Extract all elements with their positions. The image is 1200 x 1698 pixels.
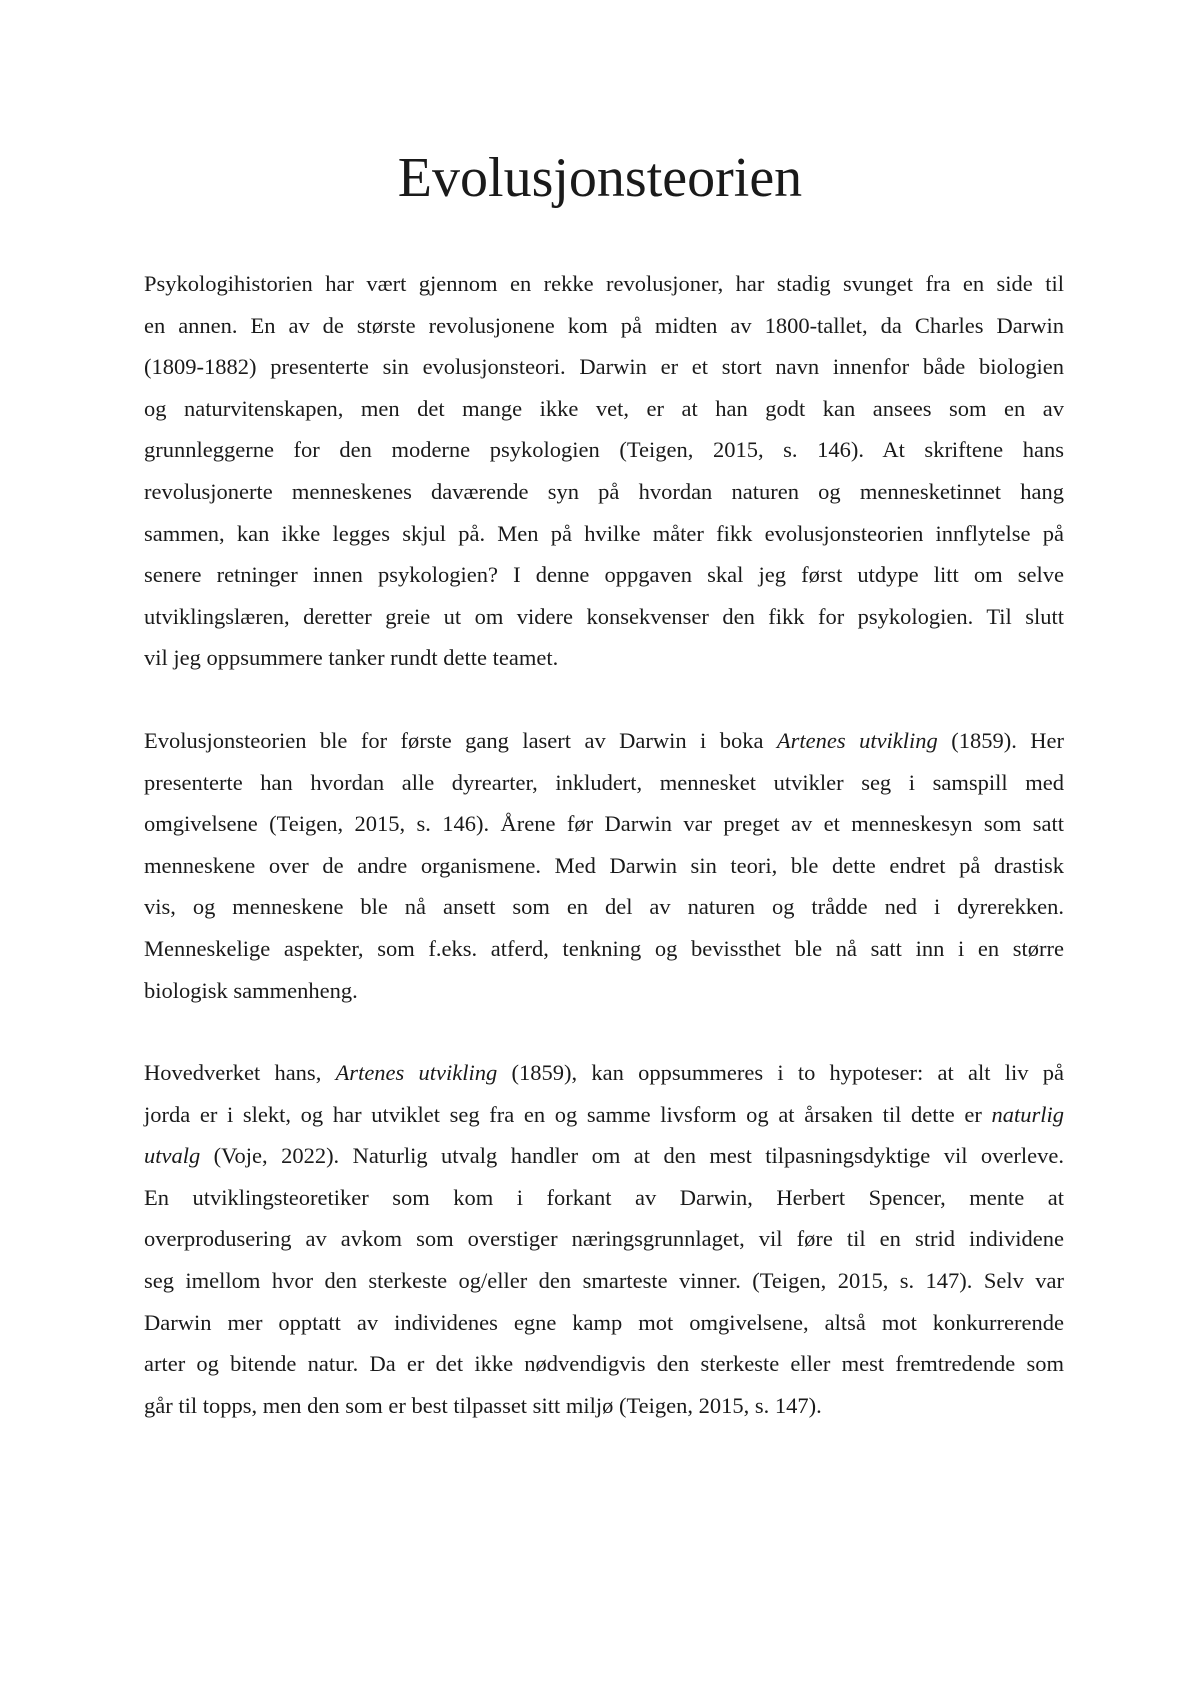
text-line [144, 928, 1064, 970]
text-line [144, 1343, 1064, 1385]
text-segment: presenterte han hvordan alle dyrearter, inkludert, mennesket utvikler seg i samspill med [144, 769, 1064, 795]
text-line [144, 305, 1064, 347]
document-body [144, 263, 1064, 1467]
paragraph [144, 263, 1064, 679]
text-line [144, 720, 1064, 762]
text-line [144, 263, 1064, 305]
text-line [144, 1218, 1064, 1260]
paragraph [144, 1052, 1064, 1426]
italic-title: Artenes utvikling [335, 1060, 498, 1086]
text-segment: Hovedverket hans, [144, 1060, 336, 1086]
text-segment: Menneskelige aspekter, som f.eks. atferd, tenkning og bevissthet ble nå satt inn i en større [144, 935, 1064, 961]
italic-title: utvalg [144, 1143, 201, 1169]
document-title: Evolusjonsteorien [397, 147, 803, 209]
text-line [144, 1302, 1064, 1344]
text-line [144, 429, 1064, 471]
text-line [144, 886, 1064, 928]
text-segment: biologisk sammenheng. [144, 977, 358, 1003]
italic-title: Artenes utvikling [776, 727, 938, 753]
text-line [144, 596, 1064, 638]
text-segment: (1859), kan oppsummeres i to hypoteser: at alt liv på [497, 1060, 1064, 1086]
text-segment: senere retninger innen psykologien? I denne oppgaven skal jeg først utdype litt om selve [144, 562, 1064, 588]
text-line [144, 388, 1064, 430]
text-segment: menneskene over de andre organismene. Med Darwin sin teori, ble dette endret på drastisk [144, 852, 1064, 878]
text-line [144, 1385, 1064, 1427]
text-segment: og naturvitenskapen, men det mange ikke vet, er at han godt kan ansees som en av [144, 395, 1064, 421]
text-segment: vis, og menneskene ble nå ansett som en del av naturen og trådde ned i dyrerekken. [144, 894, 1064, 920]
text-segment: En utviklingsteoretiker som kom i forkant av Darwin, Herbert Spencer, mente at [144, 1184, 1064, 1210]
text-line [144, 471, 1064, 513]
text-line [144, 970, 1064, 1012]
text-segment: grunnleggerne for den moderne psykologien (Teigen, 2015, s. 146). At skriftene hans [144, 437, 1064, 463]
text-segment: jorda er i slekt, og har utviklet seg fra en og samme livsform og at årsaken til dette er [144, 1101, 992, 1127]
text-segment: Evolusjonsteorien ble for første gang lasert av Darwin i boka [144, 727, 777, 753]
text-line [144, 513, 1064, 555]
text-line [144, 1094, 1064, 1136]
paragraph [144, 720, 1064, 1011]
text-segment: omgivelsene (Teigen, 2015, s. 146). Årene før Darwin var preget av et menneskesyn som satt [144, 811, 1064, 837]
italic-title: naturlig [991, 1101, 1064, 1127]
text-segment: (1809-1882) presenterte sin evolusjonsteori. Darwin er et stort navn innenfor både biologien [144, 354, 1064, 380]
text-segment: går til topps, men den som er best tilpasset sitt miljø (Teigen, 2015, s. 147). [144, 1392, 822, 1418]
text-segment: sammen, kan ikke legges skjul på. Men på hvilke måter fikk evolusjonsteorien innflytelse på [144, 520, 1064, 546]
text-segment: Psykologihistorien har vært gjennom en rekke revolusjoner, har stadig svunget fra en side til [144, 271, 1064, 296]
text-segment: Darwin mer opptatt av individenes egne kamp mot omgivelsene, altså mot konkurrerende [144, 1309, 1064, 1335]
text-line [144, 1135, 1064, 1177]
text-segment: (Voje, 2022). Naturlig utvalg handler om at den mest tilpasningsdyktige vil overleve. [200, 1143, 1064, 1169]
text-line [144, 1260, 1064, 1302]
text-line [144, 845, 1064, 887]
text-segment: revolusjonerte menneskenes daværende syn på hvordan naturen og mennesketinnet hang [144, 478, 1064, 504]
text-line [144, 1052, 1064, 1094]
text-segment: seg imellom hvor den sterkeste og/eller den smarteste vinner. (Teigen, 2015, s. 147). Selv var [144, 1268, 1064, 1294]
text-line [144, 346, 1064, 388]
text-segment: overprodusering av avkom som overstiger næringsgrunnlaget, vil føre til en strid individene [144, 1226, 1064, 1252]
text-segment: (1859). Her [937, 727, 1064, 753]
text-segment: vil jeg oppsummere tanker rundt dette teamet. [144, 645, 559, 671]
text-line [144, 1177, 1064, 1219]
text-line [144, 762, 1064, 804]
text-line [144, 803, 1064, 845]
text-line [144, 554, 1064, 596]
text-segment: utviklingslæren, deretter greie ut om videre konsekvenser den fikk for psykologien. Til slutt [144, 603, 1064, 629]
text-segment: arter og bitende natur. Da er det ikke nødvendigvis den sterkeste eller mest fremtredende som [144, 1351, 1064, 1377]
text-line [144, 637, 1064, 679]
text-segment: en annen. En av de største revolusjonene kom på midten av 1800-tallet, da Charles Darwin [144, 312, 1064, 338]
